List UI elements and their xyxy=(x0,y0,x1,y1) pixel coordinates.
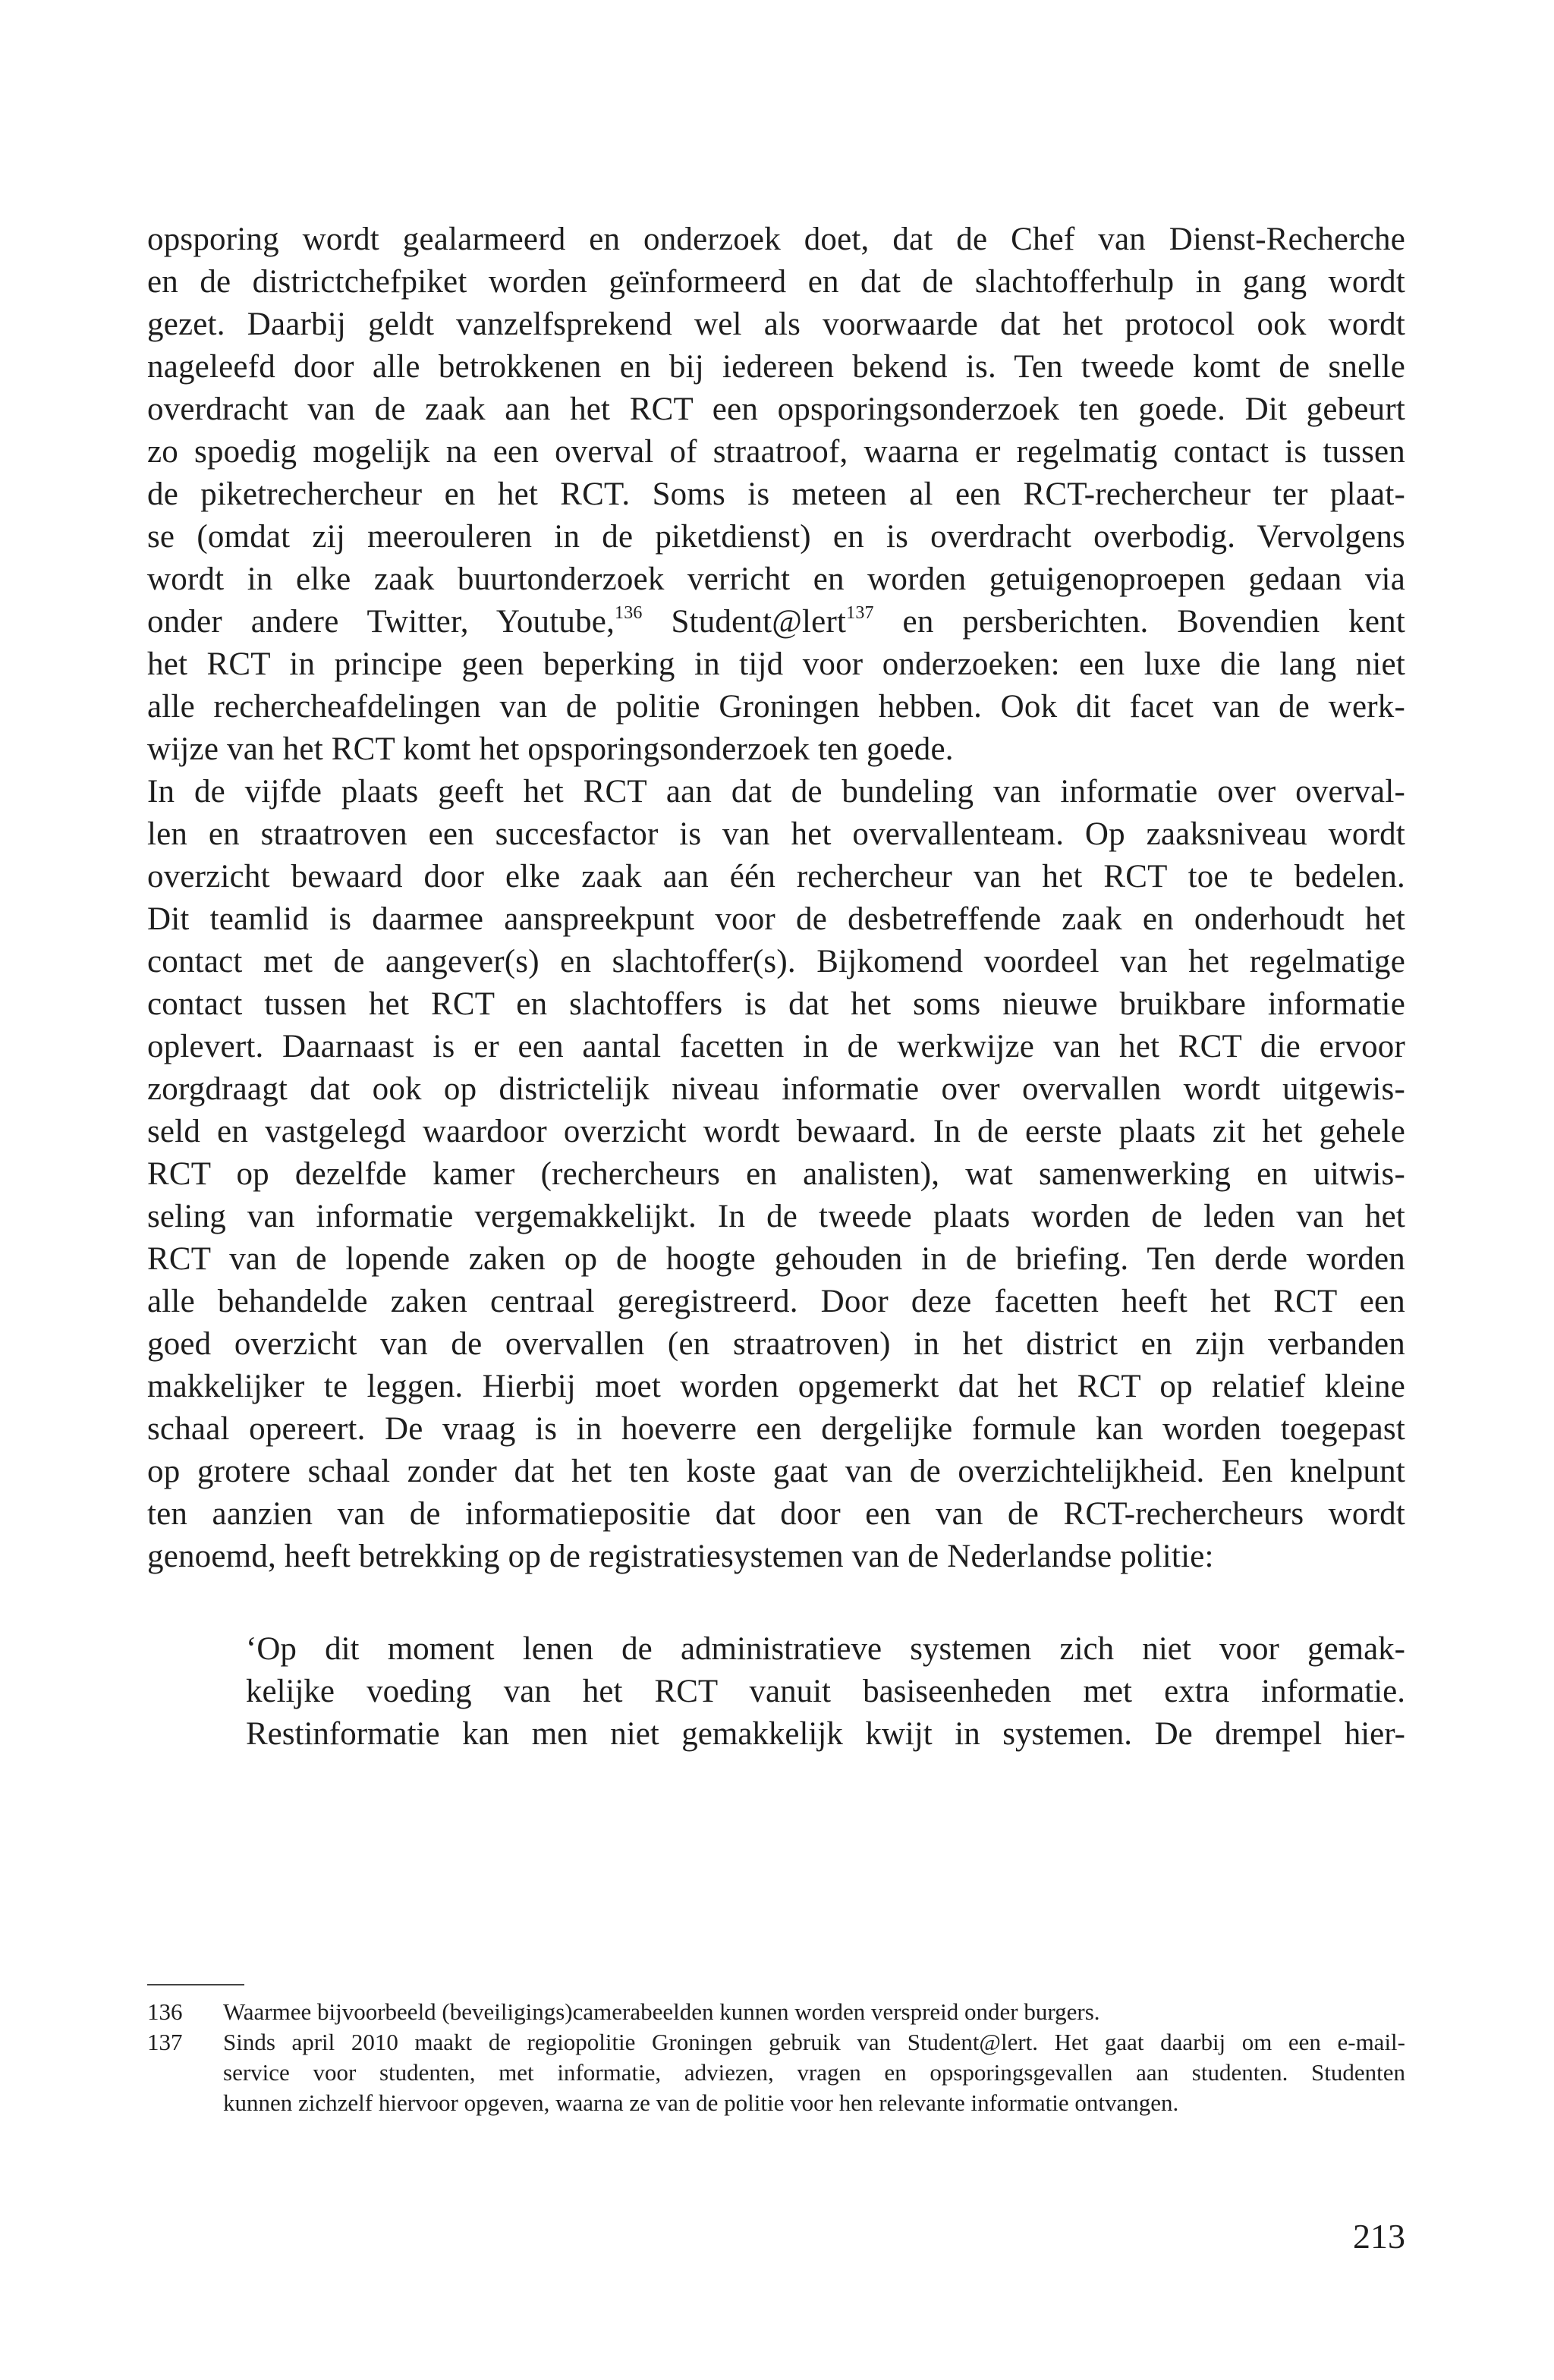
body-line: len en straatroven een succesfactor is van het overvallenteam. Op zaaksniveau wordt xyxy=(147,816,1405,852)
footnote-text-137: Sinds april 2010 maakt de regiopolitie Groningen gebruik van Student@lert. Het gaat daarbij om een e-mail- xyxy=(223,2029,1405,2055)
body-line: goed overzicht van de overvallen (en straatroven) in het district en zijn verbanden xyxy=(147,1326,1405,1362)
body-line: nageleefd door alle betrokkenen en bij iedereen bekend is. Ten tweede komt de snelle xyxy=(147,349,1405,385)
body-line: gezet. Daarbij geldt vanzelfsprekend wel als voorwaarde dat het protocol ook wordt xyxy=(147,307,1405,342)
footnote-text-137: service voor studenten, met informatie, adviezen, vragen en opsporingsgevallen aan studenten. Studenten xyxy=(223,2059,1405,2086)
footnote-separator xyxy=(147,1984,244,1985)
body-line: en de districtchefpiket worden geïnformeerd en dat de slachtofferhulp in gang wordt xyxy=(147,264,1405,300)
page-number: 213 xyxy=(1353,2217,1405,2256)
footnote-text-136: Waarmee bijvoorbeeld (beveiligings)camerabeelden kunnen worden verspreid onder burgers. xyxy=(223,1998,1100,2025)
body-line: schaal opereert. De vraag is in hoeverre een dergelijke formule kan worden toegepast xyxy=(147,1411,1405,1447)
footnote-number-137: 137 xyxy=(147,2029,183,2055)
body-line: de piketrechercheur en het RCT. Soms is meteen al een RCT-rechercheur ter plaat- xyxy=(147,476,1405,512)
footnote-ref-137[interactable]: 137 xyxy=(846,603,874,623)
body-line: seld en vastgelegd waardoor overzicht wordt bewaard. In de eerste plaats zit het gehele xyxy=(147,1114,1405,1149)
body-line: se (omdat zij meerouleren in de piketdienst) en is overdracht overbodig. Vervolgens xyxy=(147,519,1405,555)
body-line: overdracht van de zaak aan het RCT een opsporingsonderzoek ten goede. Dit gebeurt xyxy=(147,391,1405,427)
body-text: Student@lert xyxy=(642,604,847,640)
footnote-ref-136[interactable]: 136 xyxy=(615,603,643,623)
body-line: makkelijker te leggen. Hierbij moet worden opgemerkt dat het RCT op relatief kleine xyxy=(147,1369,1405,1404)
quote-line: ‘Op dit moment lenen de administratieve systemen zich niet voor gemak- xyxy=(246,1631,1405,1667)
body-line: wijze van het RCT komt het opsporingsonderzoek ten goede. xyxy=(147,731,954,767)
body-line: alle behandelde zaken centraal geregistreerd. Door deze facetten heeft het RCT een xyxy=(147,1284,1405,1319)
body-line: contact met de aangever(s) en slachtoffer(s). Bijkomend voordeel van het regelmatige xyxy=(147,944,1405,979)
body-line: seling van informatie vergemakkelijkt. In de tweede plaats worden de leden van het xyxy=(147,1199,1405,1234)
body-line: In de vijfde plaats geeft het RCT aan dat de bundeling van informatie over overval- xyxy=(147,774,1405,810)
body-text: onder andere Twitter, Youtube, xyxy=(147,604,615,640)
body-line: oplevert. Daarnaast is er een aantal facetten in de werkwijze van het RCT die ervoor xyxy=(147,1029,1405,1064)
body-line: zo spoedig mogelijk na een overval of straatroof, waarna er regelmatig contact is tussen xyxy=(147,434,1405,470)
quote-line: Restinformatie kan men niet gemakkelijk kwijt in systemen. De drempel hier- xyxy=(246,1716,1405,1752)
body-line: zorgdraagt dat ook op districtelijk niveau informatie over overvallen wordt uitgewis- xyxy=(147,1071,1405,1107)
body-line: opsporing wordt gealarmeerd en onderzoek doet, dat de Chef van Dienst-Recherche xyxy=(147,222,1405,257)
body-text: en persberichten. Bovendien kent xyxy=(873,604,1406,640)
quote-line: kelijke voeding van het RCT vanuit basiseenheden met extra informatie. xyxy=(246,1674,1405,1709)
footnote-number-136: 136 xyxy=(147,1998,183,2025)
body-line: contact tussen het RCT en slachtoffers is dat het soms nieuwe bruikbare informatie xyxy=(147,986,1405,1022)
body-line: overzicht bewaard door elke zaak aan één rechercheur van het RCT toe te bedelen. xyxy=(147,859,1405,894)
body-line: Dit teamlid is daarmee aanspreekpunt voor de desbetreffende zaak en onderhoudt het xyxy=(147,901,1405,937)
body-line: alle rechercheafdelingen van de politie Groningen hebben. Ook dit facet van de werk- xyxy=(147,689,1405,725)
body-line: op grotere schaal zonder dat het ten koste gaat van de overzichtelijkheid. Een knelpunt xyxy=(147,1454,1405,1489)
body-line: RCT van de lopende zaken op de hoogte gehouden in de briefing. Ten derde worden xyxy=(147,1241,1405,1277)
body-line: ten aanzien van de informatiepositie dat door een van de RCT-rechercheurs wordt xyxy=(147,1496,1405,1532)
body-line-with-footnote-refs xyxy=(147,601,1405,643)
body-line: het RCT in principe geen beperking in tijd voor onderzoeken: een luxe die lang niet xyxy=(147,646,1405,682)
body-line: RCT op dezelfde kamer (rechercheurs en analisten), wat samenwerking en uitwis- xyxy=(147,1156,1405,1192)
body-line: wordt in elke zaak buurtonderzoek verricht en worden getuigenoproepen gedaan via xyxy=(147,561,1405,597)
body-line: genoemd, heeft betrekking op de registratiesystemen van de Nederlandse politie: xyxy=(147,1539,1214,1574)
footnote-text-137: kunnen zichzelf hiervoor opgeven, waarna ze van de politie voor hen relevante informatie ontvangen. xyxy=(223,2089,1179,2116)
